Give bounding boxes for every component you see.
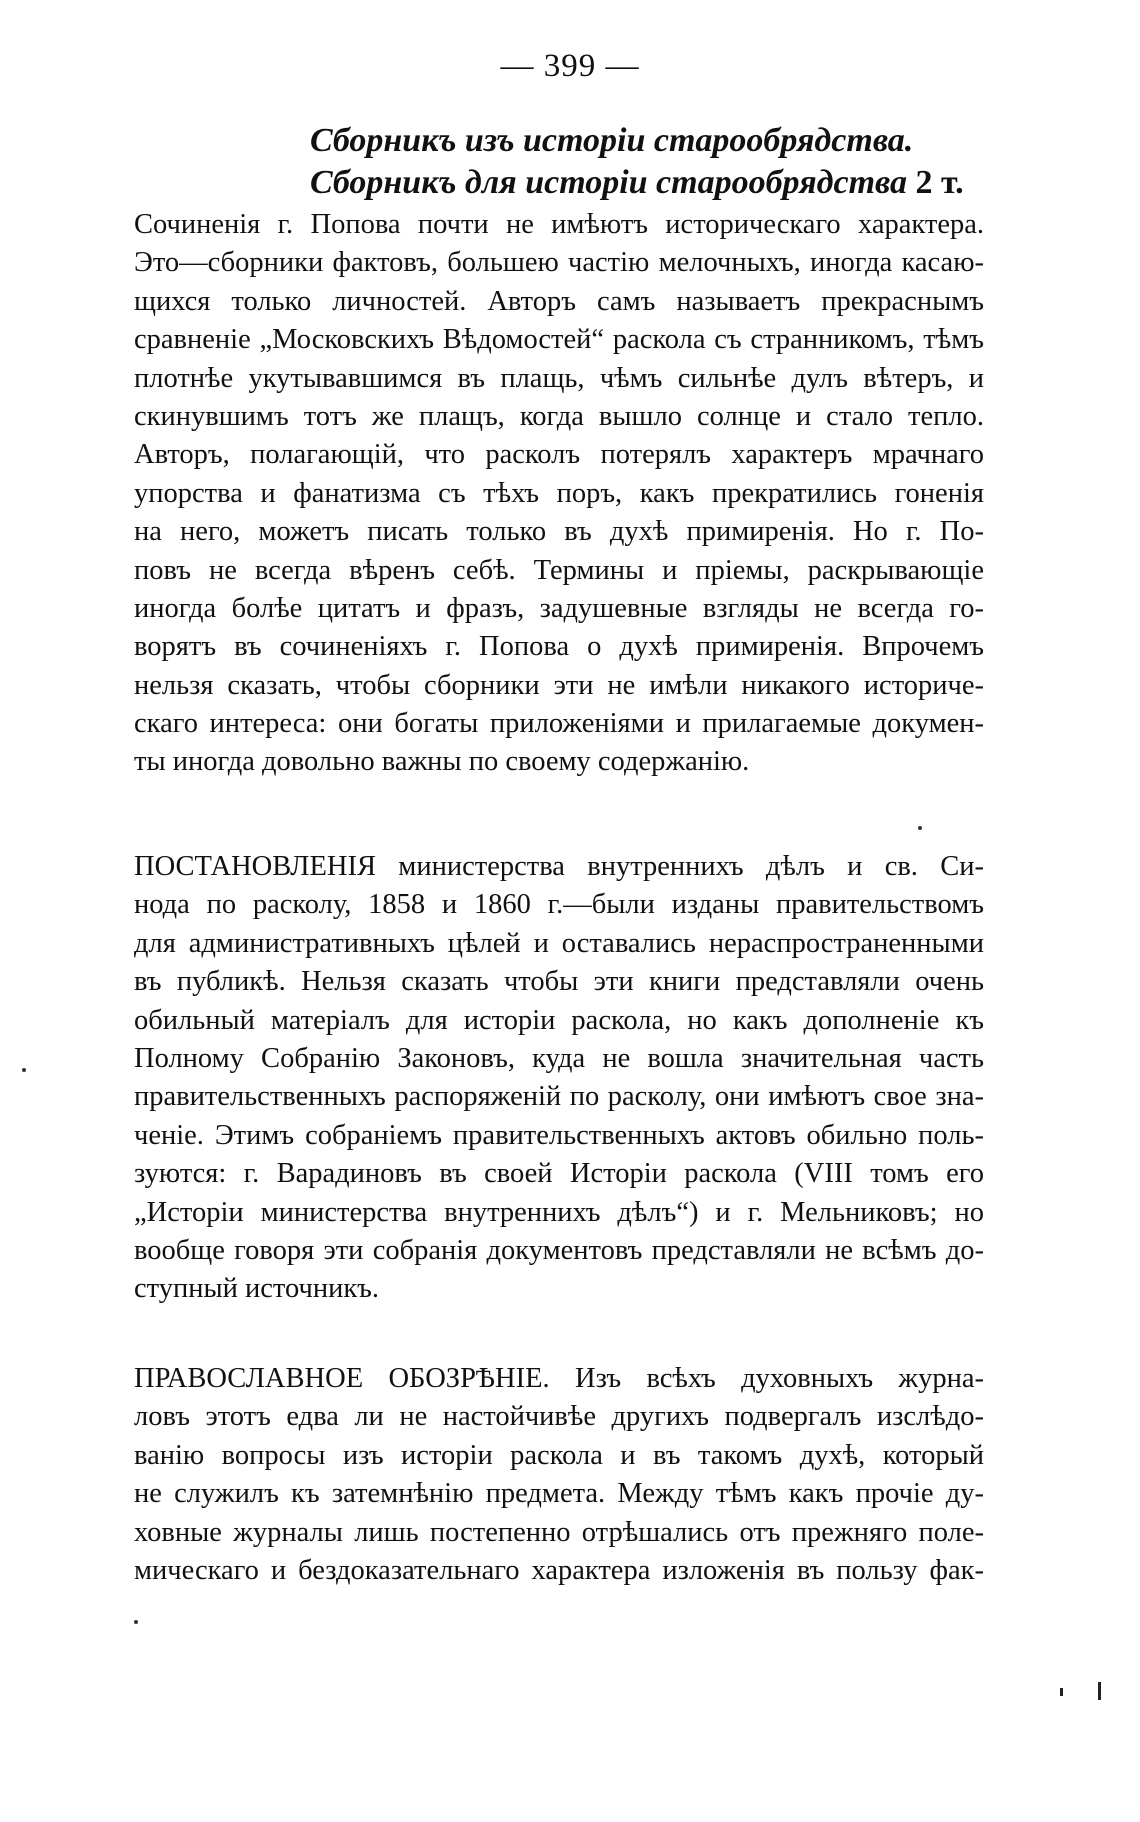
- text-line: ты иногда довольно важны по своему содержанію.: [134, 746, 750, 778]
- text-line: иногда болѣе цитатъ и фразъ, задушевные взгляды не всегда го-: [134, 592, 984, 624]
- text-line: мическаго и бездоказательнаго характера изложенія въ пользу фак-: [134, 1554, 984, 1586]
- text-line: нода по расколу, 1858 и 1860 г.—были изданы правительствомъ: [134, 889, 984, 921]
- scan-mark: [1098, 1682, 1101, 1700]
- text-line: обильный матеріалъ для исторіи раскола, но какъ дополненіе къ: [134, 1004, 984, 1036]
- text-line: ПРАВОСЛАВНОЕ ОБОЗРѢНІЕ. Изъ всѣхъ духовныхъ журна-: [134, 1363, 984, 1394]
- text-line: повъ не всегда вѣренъ себѣ. Термины и пріемы, раскрывающіе: [134, 554, 984, 586]
- text-line: въ публикѣ. Нельзя сказать чтобы эти книги представляли очень: [134, 966, 984, 998]
- text-line: Полному Собранію Законовъ, куда не вошла значительная часть: [134, 1042, 984, 1074]
- text-line: ворятъ въ сочиненіяхъ г. Попова о духѣ примиренія. Впрочемъ: [134, 631, 984, 663]
- text-line: ченіе. Этимъ собраніемъ правительственныхъ актовъ обильно поль-: [134, 1119, 984, 1151]
- text-line: ступный источникъ.: [134, 1273, 380, 1305]
- text-line: ПОСТАНОВЛЕНІЯ министерства внутреннихъ дѣлъ и св. Си-: [134, 851, 984, 882]
- text-line: для административныхъ цѣлей и оставались нераспространенными: [134, 927, 984, 959]
- text-line: зуются: г. Варадиновъ въ своей Исторіи раскола (VIII томъ его: [134, 1158, 984, 1190]
- text-line: не служилъ къ затемнѣнію предмета. Между тѣмъ какъ прочіе ду-: [134, 1478, 984, 1510]
- title-line-1: Сборникъ изъ исторіи старообрядства.: [310, 122, 914, 159]
- scan-speck: [918, 826, 922, 830]
- text-line: на него, можетъ писать только въ духѣ примиренія. Но г. По-: [134, 516, 984, 548]
- title-line-2: [310, 162, 1010, 204]
- text-line: нельзя сказать, чтобы сборники эти не имѣли никакого историче-: [134, 669, 984, 701]
- text-line: Сочиненія г. Попова почти не имѣютъ историческаго характера.: [134, 209, 984, 240]
- text-line: Авторъ, полагающій, что расколъ потерялъ характеръ мрачнаго: [134, 439, 984, 471]
- paragraph-pravoslavnoe-obozrenie: [134, 1360, 984, 1590]
- text-line: ловъ этотъ едва ли не настойчивѣе другихъ подвергалъ изслѣдо-: [134, 1401, 984, 1433]
- text-line: упорства и фанатизма съ тѣхъ поръ, какъ прекратились гоненія: [134, 477, 984, 509]
- text-line: ховные журналы лишь постепенно отрѣшались отъ прежняго поле-: [134, 1516, 984, 1548]
- scan-speck: [22, 1068, 26, 1072]
- scan-speck: [134, 1620, 138, 1624]
- scan-mark: [1060, 1688, 1063, 1696]
- page-number: — 399 —: [500, 48, 640, 84]
- text-line: „Исторіи министерства внутреннихъ дѣлъ“) и г. Мельниковъ; но: [134, 1196, 984, 1228]
- text-line: ванію вопросы изъ исторіи раскола и въ такомъ духѣ, который: [134, 1439, 984, 1471]
- text-line: плотнѣе укутывавшимся въ плащь, чѣмъ сильнѣе дулъ вѣтеръ, и: [134, 362, 984, 394]
- text-line: вообще говоря эти собранія документовъ представляли не всѣмъ до-: [134, 1234, 984, 1266]
- text-line: Это—сборники фактовъ, большею частію мелочныхъ, иногда касаю-: [134, 247, 984, 279]
- paragraph-popov: [134, 206, 984, 782]
- text-line: правительственныхъ распоряженій по расколу, они имѣютъ свое зна-: [134, 1081, 984, 1113]
- text-line: скинувшимъ тотъ же плащъ, когда вышло солнце и стало тепло.: [134, 400, 984, 432]
- title-line-2-text: Сборникъ для исторіи старообрядства: [310, 164, 907, 201]
- title-line-2-volume: 2 т.: [915, 164, 964, 201]
- text-line: скаго интереса: они богаты приложеніями и прилагаемые докумен-: [134, 708, 984, 740]
- book-titles: [310, 120, 1010, 204]
- paragraph-postanovleniya: [134, 848, 984, 1309]
- text-line: щихся только личностей. Авторъ самъ называетъ прекраснымъ: [134, 285, 984, 317]
- text-line: сравненіе „Московскихъ Вѣдомостей“ раскола съ странникомъ, тѣмъ: [134, 324, 984, 356]
